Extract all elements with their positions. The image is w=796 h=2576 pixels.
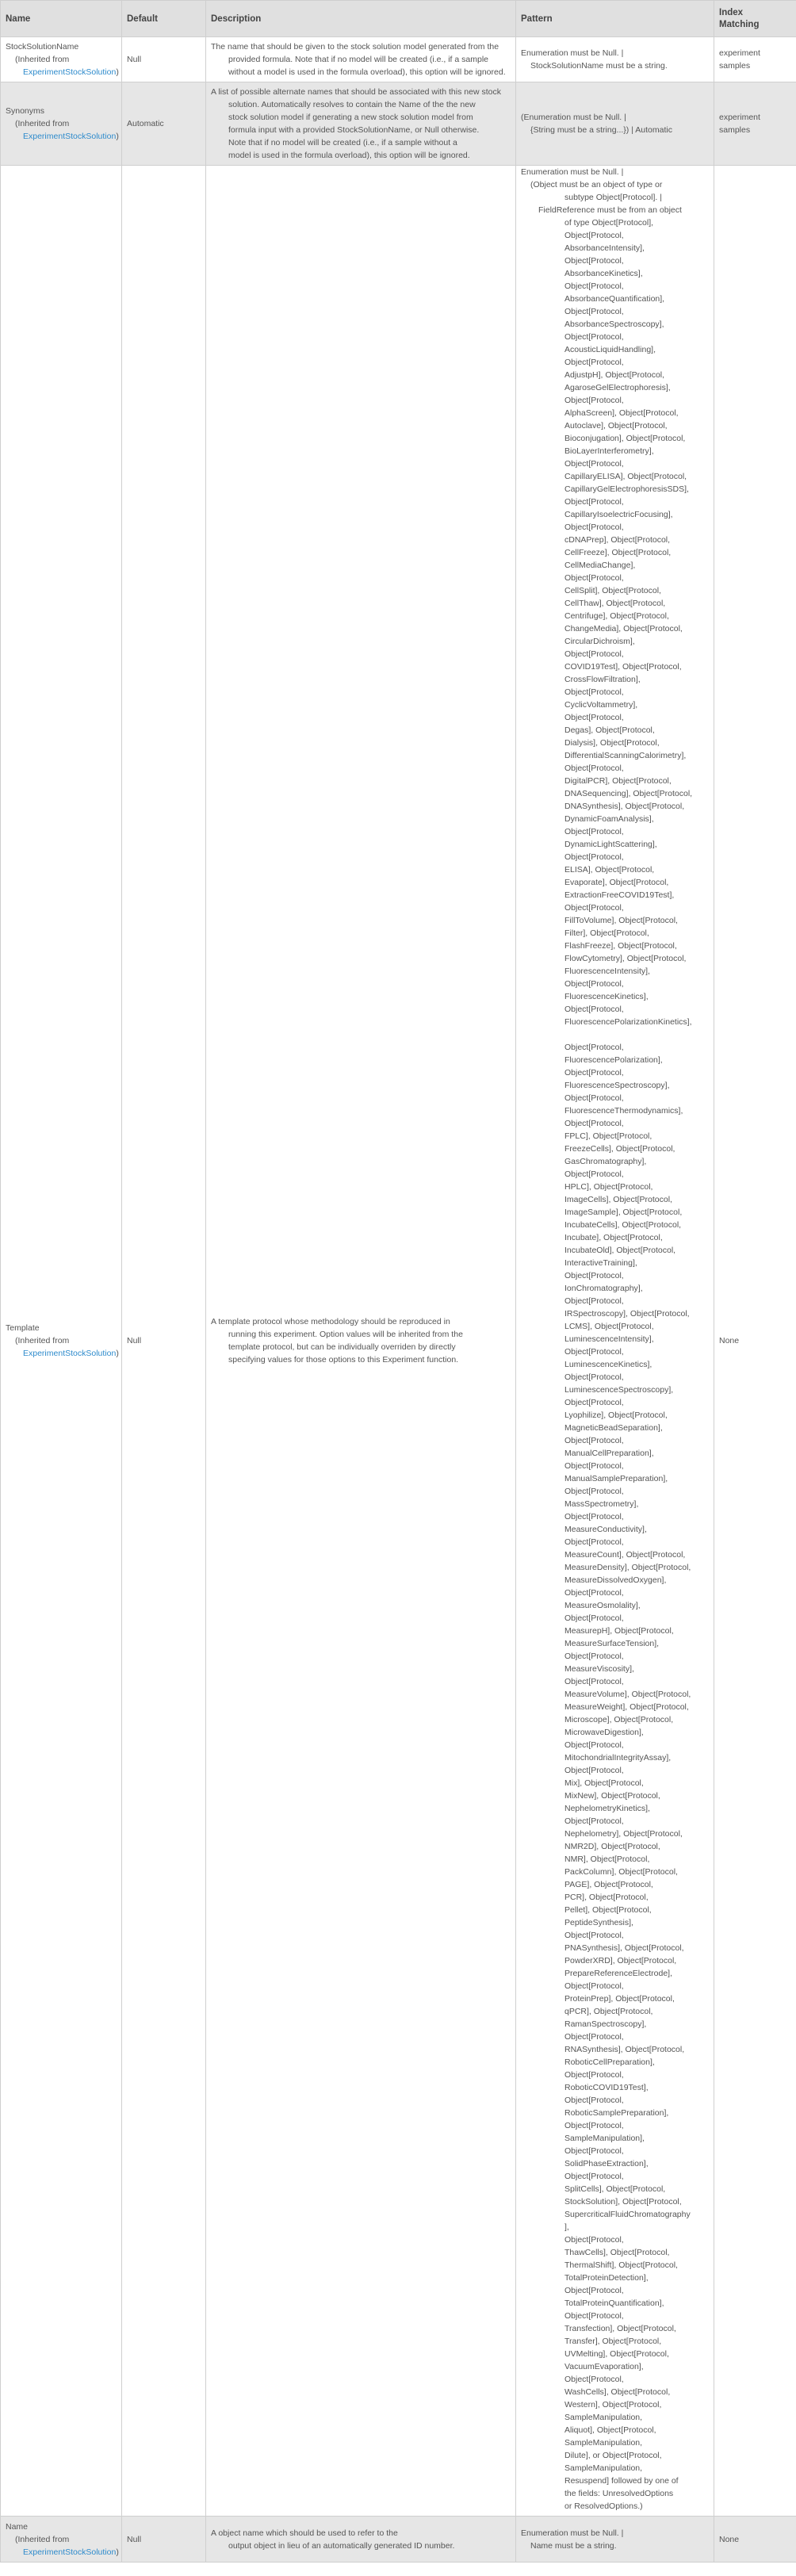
pattern-line: MeasureDensity], Object[Protocol, — [564, 1563, 691, 1572]
pattern-line: Enumeration must be Null. | — [521, 167, 624, 177]
pattern-line: ThawCells], Object[Protocol, — [564, 2248, 670, 2257]
pattern-line: CapillaryGelElectrophoresisSDS], — [564, 484, 689, 494]
pattern-line: Object[Protocol, — [564, 1740, 624, 1750]
pattern-line: RoboticCellPreparation], — [564, 2057, 655, 2067]
pattern-line: Object[Protocol, — [564, 2172, 624, 2181]
option-default: Automatic — [122, 82, 206, 166]
pattern-line: ImageSample], Object[Protocol, — [564, 1208, 683, 1217]
pattern-line: Incubate], Object[Protocol, — [564, 1233, 663, 1242]
pattern-line: Object[Protocol, — [564, 497, 624, 507]
pattern-line: ImageCells], Object[Protocol, — [564, 1195, 672, 1204]
option-default: Null — [122, 37, 206, 82]
pattern-line: the fields: UnresolvedOptions — [564, 2489, 674, 2498]
pattern-line: TotalProteinQuantification], — [564, 2298, 664, 2308]
option-index-matching: experiment samples — [714, 37, 796, 82]
option-index-matching: None — [714, 166, 796, 2517]
description-line: model is used in the formula overload), this option will be ignored. — [228, 151, 470, 160]
pattern-line: ChangeMedia], Object[Protocol, — [564, 624, 683, 633]
pattern-line: DynamicFoamAnalysis], — [564, 814, 654, 824]
inherited-link-line — [6, 2546, 117, 2559]
inherited-link-line — [6, 130, 117, 143]
pattern-line: LuminescenceKinetics], — [564, 1360, 652, 1369]
pattern-line: NMR], Object[Protocol, — [564, 1854, 650, 1864]
pattern-line: DynamicLightScattering], — [564, 840, 657, 849]
pattern-line: IonChromatography], — [564, 1284, 643, 1293]
pattern-line: Evaporate], Object[Protocol, — [564, 878, 669, 887]
pattern-line: Transfection], Object[Protocol, — [564, 2324, 676, 2333]
pattern-line: Object[Protocol, — [564, 1537, 624, 1547]
pattern-line: CircularDichroism], — [564, 637, 635, 646]
pattern-line: Object[Protocol, — [564, 231, 624, 240]
inherited-suffix: ) — [116, 1349, 119, 1358]
pattern-line: MeasureDissolvedOxygen], — [564, 1575, 667, 1585]
pattern-line: InteractiveTraining], — [564, 1258, 637, 1268]
inherited-prefix: (Inherited from — [15, 1336, 70, 1345]
pattern-line: FPLC], Object[Protocol, — [564, 1131, 652, 1141]
pattern-line: Object[Protocol, — [564, 332, 624, 342]
header-pattern: Pattern — [516, 1, 714, 37]
pattern-line: SupercriticalFluidChromatography — [564, 2210, 691, 2219]
pattern-line: ELISA], Object[Protocol, — [564, 865, 655, 875]
description-line: stock solution model if generating a new stock solution model from — [228, 113, 473, 122]
pattern-line: CapillaryELISA], Object[Protocol, — [564, 472, 687, 481]
pattern-line: FreezeCells], Object[Protocol, — [564, 1144, 675, 1154]
description-line: output object in lieu of an automatically generated ID number. — [228, 2540, 455, 2551]
pattern-line: SolidPhaseExtraction], — [564, 2159, 649, 2168]
option-pattern — [516, 166, 714, 2517]
pattern-line: Object[Protocol, — [564, 1347, 624, 1357]
option-index-matching: experiment samples — [714, 82, 796, 166]
pattern-line: AdjustpH], Object[Protocol, — [564, 370, 665, 380]
inherited-note — [6, 2533, 117, 2546]
pattern-line: Transfer], Object[Protocol, — [564, 2337, 662, 2346]
pattern-line: RamanSpectroscopy], — [564, 2019, 647, 2029]
pattern-line: FluorescenceIntensity], — [564, 966, 650, 976]
option-description — [206, 37, 516, 82]
pattern-line: AbsorbanceKinetics], — [564, 269, 643, 278]
pattern-line: MagneticBeadSeparation], — [564, 1423, 663, 1433]
pattern-line: Aliquot], Object[Protocol, — [564, 2425, 656, 2435]
pattern-line: of type Object[Protocol], — [564, 218, 654, 228]
pattern-line: CellFreeze], Object[Protocol, — [564, 548, 672, 557]
pattern-line: AcousticLiquidHandling], — [564, 345, 656, 354]
pattern-line: cDNAPrep], Object[Protocol, — [564, 535, 671, 545]
pattern-line: PackColumn], Object[Protocol, — [564, 1867, 678, 1877]
pattern-line: Object[Protocol, — [564, 1043, 624, 1052]
pattern-line: CellMediaChange], — [564, 561, 636, 570]
pattern-line: SampleManipulation], — [564, 2134, 645, 2143]
pattern-line: MeasureConductivity], — [564, 1525, 647, 1534]
pattern-line: HPLC], Object[Protocol, — [564, 1182, 653, 1192]
pattern-line: RoboticCOVID19Test], — [564, 2083, 649, 2092]
pattern-line: UVMelting], Object[Protocol, — [564, 2349, 669, 2359]
pattern-line: MeasurepH], Object[Protocol, — [564, 1626, 674, 1636]
option-name: Template — [6, 1323, 40, 1333]
pattern-line: or ResolvedOptions.) — [564, 2501, 643, 2511]
pattern-line: MeasureVolume], Object[Protocol, — [564, 1690, 691, 1699]
header-default: Default — [122, 1, 206, 37]
option-pattern — [516, 37, 714, 82]
pattern-line: MicrowaveDigestion], — [564, 1728, 644, 1737]
pattern-line: COVID19Test], Object[Protocol, — [564, 662, 682, 672]
pattern-line: Western], Object[Protocol, — [564, 2400, 662, 2409]
pattern-line: SampleManipulation, — [564, 2438, 643, 2448]
pattern-line: FluorescencePolarization], — [564, 1055, 663, 1065]
pattern-line: DNASequencing], Object[Protocol, — [564, 789, 693, 798]
pattern-line: TotalProteinDetection], — [564, 2273, 649, 2283]
pattern-line: Object[Protocol, — [564, 1271, 624, 1280]
inherited-link[interactable]: ExperimentStockSolution — [23, 2547, 117, 2557]
inherited-link[interactable]: ExperimentStockSolution — [23, 67, 117, 77]
pattern-line: NMR2D], Object[Protocol, — [564, 1842, 660, 1851]
option-name-cell — [1, 166, 122, 2517]
pattern-line: IncubateCells], Object[Protocol, — [564, 1220, 682, 1230]
pattern-line: FieldReference must be from an object — [538, 205, 682, 215]
pattern-line: NephelometryKinetics], — [564, 1804, 650, 1813]
pattern-line: PNASynthesis], Object[Protocol, — [564, 1943, 684, 1953]
pattern-line — [521, 1028, 709, 1041]
pattern-line: PeptideSynthesis], — [564, 1918, 633, 1927]
pattern-line: StockSolutionName must be a string. — [530, 61, 668, 71]
pattern-line: GasChromatography], — [564, 1157, 647, 1166]
pattern-line: VacuumEvaporation], — [564, 2362, 644, 2371]
option-default: Null — [122, 2517, 206, 2563]
pattern-line: ProteinPrep], Object[Protocol, — [564, 1994, 675, 2004]
pattern-line: FluorescencePolarizationKinetics], — [564, 1017, 692, 1027]
pattern-line: Object[Protocol, — [564, 256, 624, 266]
pattern-line: Object[Protocol, — [564, 903, 624, 913]
pattern-line: MeasureSurfaceTension], — [564, 1639, 660, 1648]
description-line: A list of possible alternate names that should be associated with this new stock — [211, 87, 501, 97]
pattern-line: AgaroseGelElectrophoresis], — [564, 383, 671, 392]
pattern-line: AlphaScreen], Object[Protocol, — [564, 408, 679, 418]
inherited-link-line — [6, 1347, 117, 1360]
pattern-line: FluorescenceThermodynamics], — [564, 1106, 683, 1116]
pattern-line: Object[Protocol, — [564, 1487, 624, 1496]
pattern-line: StockSolution], Object[Protocol, — [564, 2197, 682, 2207]
table-row — [1, 166, 796, 2517]
pattern-line: ], — [564, 2222, 569, 2232]
description-line: A template protocol whose methodology should be reproduced in — [211, 1317, 450, 1326]
option-description — [206, 166, 516, 2517]
header-row — [1, 1, 796, 37]
pattern-line: Object[Protocol, — [564, 1119, 624, 1128]
pattern-line: Object[Protocol, — [564, 396, 624, 405]
option-name-cell — [1, 37, 122, 82]
description-line: template protocol, but can be individually overriden by directly — [228, 1342, 456, 1352]
pattern-line: Object[Protocol, — [564, 1068, 624, 1077]
pattern-line: Enumeration must be Null. | — [521, 2528, 624, 2538]
pattern-line: Object[Protocol, — [564, 307, 624, 316]
pattern-line: Object[Protocol, — [564, 1816, 624, 1826]
pattern-line: (Object must be an object of type or — [530, 180, 663, 189]
pattern-line: BioLayerInterferometry], — [564, 446, 654, 456]
inherited-prefix: (Inherited from — [15, 119, 70, 128]
pattern-line: Object[Protocol, — [564, 1296, 624, 1306]
pattern-line: CapillaryIsoelectricFocusing], — [564, 510, 673, 519]
pattern-line: Autoclave], Object[Protocol, — [564, 421, 668, 431]
description-line: without a model is used in the formula overload), this option will be ignored. — [228, 67, 506, 77]
pattern-line: FillToVolume], Object[Protocol, — [564, 916, 678, 925]
pattern-line: Object[Protocol, — [564, 1512, 624, 1521]
pattern-line: Object[Protocol, — [564, 1766, 624, 1775]
option-name: Name — [6, 2521, 29, 2532]
pattern-line: FlashFreeze], Object[Protocol, — [564, 941, 677, 951]
pattern-line: Object[Protocol, — [564, 979, 624, 989]
pattern-line: ThermalShift], Object[Protocol, — [564, 2260, 678, 2270]
pattern-line: CellThaw], Object[Protocol, — [564, 599, 666, 608]
pattern-line: ManualSamplePreparation], — [564, 1474, 668, 1483]
pattern-line: Object[Protocol, — [564, 827, 624, 836]
inherited-note — [6, 53, 117, 66]
pattern-line: PAGE], Object[Protocol, — [564, 1880, 653, 1889]
description-line: solution. Automatically resolves to contain the Name of the the new — [228, 100, 476, 109]
pattern-line: Filter], Object[Protocol, — [564, 928, 649, 938]
pattern-line: {String must be a string...}) | Automatic — [530, 125, 672, 135]
pattern-line: DifferentialScanningCalorimetry], — [564, 751, 687, 760]
pattern-line: Pellet], Object[Protocol, — [564, 1905, 652, 1915]
pattern-line: MeasureViscosity], — [564, 1664, 634, 1674]
pattern-line: CellSplit], Object[Protocol, — [564, 586, 661, 595]
pattern-line: Object[Protocol, — [564, 2096, 624, 2105]
pattern-line: (Enumeration must be Null. | — [521, 113, 626, 122]
pattern-line: Object[Protocol, — [564, 1677, 624, 1686]
pattern-line: Object[Protocol, — [564, 1613, 624, 1623]
pattern-line: LuminescenceIntensity], — [564, 1334, 654, 1344]
inherited-suffix: ) — [116, 67, 119, 77]
pattern-line: Object[Protocol, — [564, 1461, 624, 1471]
option-name-cell — [1, 82, 122, 166]
pattern-line: Name must be a string. — [530, 2540, 617, 2551]
option-pattern — [516, 82, 714, 166]
header-description: Description — [206, 1, 516, 37]
pattern-line: IncubateOld], Object[Protocol, — [564, 1246, 676, 1255]
pattern-line: ManualCellPreparation], — [564, 1449, 654, 1458]
pattern-line: Object[Protocol, — [564, 281, 624, 291]
pattern-line: DNASynthesis], Object[Protocol, — [564, 802, 685, 811]
pattern-line: Centrifuge], Object[Protocol, — [564, 611, 669, 621]
pattern-line: Enumeration must be Null. | — [521, 48, 624, 58]
pattern-line: Object[Protocol, — [564, 649, 624, 659]
option-name: Synonyms — [6, 106, 45, 116]
pattern-line: Object[Protocol, — [564, 358, 624, 367]
pattern-line: Object[Protocol, — [564, 764, 624, 773]
pattern-line: Object[Protocol, — [564, 852, 624, 862]
pattern-line: CyclicVoltammetry], — [564, 700, 638, 710]
pattern-line: Object[Protocol, — [564, 1005, 624, 1014]
pattern-line: Object[Protocol, — [564, 459, 624, 469]
pattern-line: Object[Protocol, — [564, 2032, 624, 2042]
pattern-line: Object[Protocol, — [564, 2146, 624, 2156]
pattern-line: FlowCytometry], Object[Protocol, — [564, 954, 687, 963]
pattern-line: Object[Protocol, — [564, 1398, 624, 1407]
pattern-line: PowderXRD], Object[Protocol, — [564, 1956, 677, 1965]
pattern-line: RNASynthesis], Object[Protocol, — [564, 2045, 685, 2054]
pattern-line: Dialysis], Object[Protocol, — [564, 738, 660, 748]
inherited-link[interactable]: ExperimentStockSolution — [23, 1349, 117, 1358]
pattern-line: ExtractionFreeCOVID19Test], — [564, 890, 675, 900]
pattern-line: qPCR], Object[Protocol, — [564, 2007, 653, 2016]
inherited-prefix: (Inherited from — [15, 2534, 70, 2544]
pattern-line: subtype Object[Protocol]. | — [564, 193, 662, 202]
pattern-line: SampleManipulation, — [564, 2463, 643, 2473]
pattern-line: Object[Protocol, — [564, 1981, 624, 1991]
pattern-line: Object[Protocol, — [564, 2311, 624, 2321]
inherited-note — [6, 117, 117, 130]
pattern-line: IRSpectroscopy], Object[Protocol, — [564, 1309, 690, 1319]
pattern-line: MitochondrialIntegrityAssay], — [564, 1753, 672, 1763]
pattern-line: SampleManipulation, — [564, 2413, 643, 2422]
pattern-line: Object[Protocol, — [564, 2070, 624, 2080]
header-name: Name — [1, 1, 122, 37]
pattern-line: CrossFlowFiltration], — [564, 675, 641, 684]
pattern-line: RoboticSamplePreparation], — [564, 2108, 669, 2118]
pattern-line: DigitalPCR], Object[Protocol, — [564, 776, 672, 786]
option-name: StockSolutionName — [6, 42, 79, 52]
pattern-line: Nephelometry], Object[Protocol, — [564, 1829, 683, 1839]
pattern-line: MassSpectrometry], — [564, 1499, 639, 1509]
table-row — [1, 37, 796, 82]
pattern-line: Object[Protocol, — [564, 1652, 624, 1661]
inherited-note — [6, 1334, 117, 1347]
pattern-line: Object[Protocol, — [564, 1436, 624, 1445]
inherited-suffix: ) — [116, 2547, 119, 2557]
pattern-line: AbsorbanceQuantification], — [564, 294, 665, 304]
table-row — [1, 82, 796, 166]
pattern-line: Object[Protocol, — [564, 1372, 624, 1382]
pattern-line: Mix], Object[Protocol, — [564, 1778, 644, 1788]
description-line: A object name which should be used to refer to the — [211, 2528, 398, 2538]
pattern-line: Lyophilize], Object[Protocol, — [564, 1410, 668, 1420]
pattern-line: Object[Protocol, — [564, 687, 624, 697]
option-index-matching: None — [714, 2517, 796, 2563]
option-pattern — [516, 2517, 714, 2563]
inherited-prefix: (Inherited from — [15, 55, 70, 64]
pattern-line: Object[Protocol, — [564, 2286, 624, 2295]
pattern-line: FluorescenceKinetics], — [564, 992, 649, 1001]
description-line: running this experiment. Option values will be inherited from the — [228, 1330, 463, 1339]
pattern-line: PCR], Object[Protocol, — [564, 1893, 649, 1902]
pattern-line: Object[Protocol, — [564, 1931, 624, 1940]
option-default: Null — [122, 166, 206, 2517]
pattern-line: MixNew], Object[Protocol, — [564, 1791, 660, 1801]
pattern-line: Microscope], Object[Protocol, — [564, 1715, 674, 1724]
pattern-line: MeasureOsmolality], — [564, 1601, 641, 1610]
option-description — [206, 82, 516, 166]
option-name-cell — [1, 2517, 122, 2563]
pattern-line: Bioconjugation], Object[Protocol, — [564, 434, 686, 443]
header-index-matching: Index Matching — [714, 1, 796, 37]
pattern-line: Object[Protocol, — [564, 2121, 624, 2130]
pattern-line: PrepareReferenceElectrode], — [564, 1969, 672, 1978]
description-line: Note that if no model will be created (i.e., if a sample without a — [228, 138, 457, 147]
description-line: The name that should be given to the stock solution model generated from the — [211, 42, 499, 52]
pattern-line: Resuspend] followed by one of — [564, 2476, 679, 2486]
pattern-line: FluorescenceSpectroscopy], — [564, 1081, 670, 1090]
pattern-line: WashCells], Object[Protocol, — [564, 2387, 671, 2397]
pattern-line: Object[Protocol, — [564, 1588, 624, 1598]
table-row — [1, 2517, 796, 2563]
pattern-line: Object[Protocol, — [564, 1093, 624, 1103]
inherited-link-line — [6, 66, 117, 78]
pattern-line: Object[Protocol, — [564, 573, 624, 583]
pattern-line: Object[Protocol, — [564, 2235, 624, 2245]
inherited-link[interactable]: ExperimentStockSolution — [23, 132, 117, 141]
pattern-line: MeasureCount], Object[Protocol, — [564, 1550, 686, 1560]
pattern-line: Object[Protocol, — [564, 2375, 624, 2384]
description-line: provided formula. Note that if no model will be created (i.e., if a sample — [228, 55, 488, 64]
pattern-line: LuminescenceSpectroscopy], — [564, 1385, 674, 1395]
inherited-suffix: ) — [116, 132, 119, 141]
pattern-line: LCMS], Object[Protocol, — [564, 1322, 654, 1331]
pattern-line: AbsorbanceSpectroscopy], — [564, 320, 664, 329]
description-line: specifying values for those options to this Experiment function. — [228, 1355, 459, 1365]
pattern-line: Dilute], or Object[Protocol, — [564, 2451, 662, 2460]
pattern-line: Object[Protocol, — [564, 1169, 624, 1179]
description-line: formula input with a provided StockSolutionName, or Null otherwise. — [228, 125, 480, 135]
pattern-line: SplitCells], Object[Protocol, — [564, 2184, 666, 2194]
pattern-line: Degas], Object[Protocol, — [564, 725, 655, 735]
pattern-line: AbsorbanceIntensity], — [564, 243, 645, 253]
pattern-line: Object[Protocol, — [564, 713, 624, 722]
pattern-line: MeasureWeight], Object[Protocol, — [564, 1702, 689, 1712]
option-description — [206, 2517, 516, 2563]
pattern-line: Object[Protocol, — [564, 522, 624, 532]
